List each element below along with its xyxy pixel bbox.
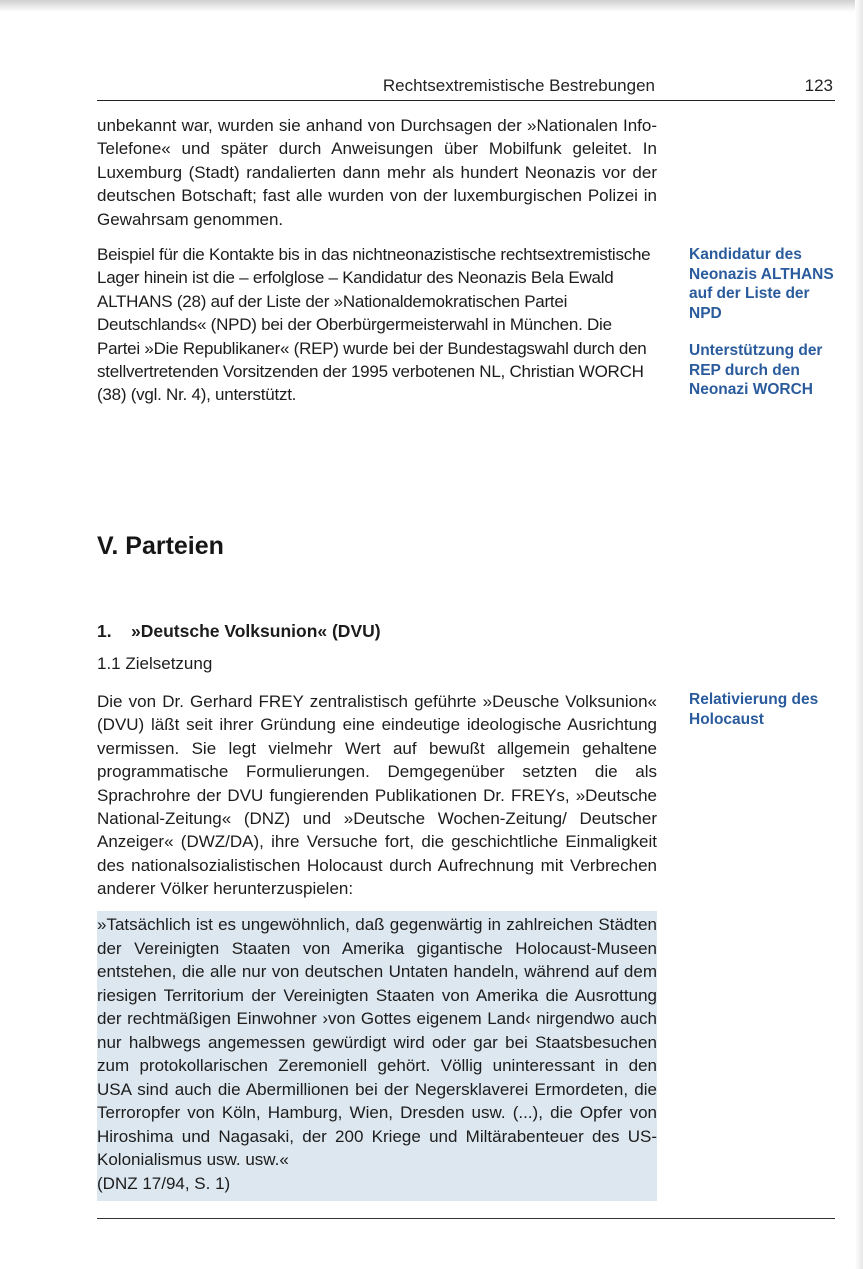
section-number: 1. bbox=[97, 621, 112, 641]
paragraph-luxemburg: unbekannt war, wurden sie anhand von Durchsagen der »Nationalen Info-Telefone« und später durch Anweisungen über Mobilfunk geleitet. In Luxemburg (Stadt) randalierten dann mehr als hundert Neonazis vor der deutschen Botschaft; fast alle wurden von der luxemburgischen Polizei in Gewahrsam genommen. bbox=[97, 116, 657, 229]
margin-note-althans bbox=[689, 245, 839, 323]
margin-note-holocaust bbox=[689, 690, 839, 729]
page-number: 123 bbox=[804, 76, 833, 95]
margin-note-althans-text: Kandidatur des Neonazis ALTHANS auf der Liste der NPD bbox=[689, 246, 834, 322]
footer-rule bbox=[97, 1218, 835, 1219]
section-title: »Deutsche Volksunion« (DVU) bbox=[131, 621, 381, 641]
quote-source: (DNZ 17/94, S. 1) bbox=[97, 1173, 231, 1193]
margin-note-worch bbox=[689, 341, 839, 400]
running-header-title: Rechtsextremistische Bestrebungen bbox=[382, 76, 655, 95]
paragraph-contacts: Beispiel für die Kontakte bis in das nichtneonazistische rechtsextremistische Lager hinein ist die – erfolglose – Kandidatur des Neonazis Bela Ewald ALTHANS (28) auf der Liste der »Nationaldemokratischen Partei Deutschlands« (NPD) bei der Oberbürgermeisterwahl in München. Die Partei »Die Republikaner« (REP) wurde bei der Bundestagswahl durch den stellvertretenden Vorsitzenden der 1995 verbotenen NL, Christian WORCH (38) (vgl. Nr. 4), unterstützt. bbox=[97, 245, 651, 405]
main-text-column bbox=[97, 114, 657, 407]
paragraph-dvu: Die von Dr. Gerhard FREY zentralistisch geführte »Deusche Volksunion« (DVU) läßt seit ihrer Gründung eine eindeutige ideologische Ausrichtung vermissen. Sie legt vielmehr Wert auf bewußt allgemein gehaltene programmatische Formulierungen. Demgegenüber setzten die als Sprachrohre der DVU fungierenden Publikationen Dr. FREYs, »Deutsche National-Zeitung« (DNZ) und »Deutsche Wochen-Zeitung/ Deutscher Anzeiger« (DWZ/DA), ihre Versuche fort, die geschichtliche Einmaligkeit des nationalsozialistischen Holocaust durch Aufrechnung mit Verbrechen anderer Völker herunterzuspielen: bbox=[97, 692, 657, 899]
running-header bbox=[97, 74, 835, 101]
quote-text: »Tatsächlich ist es ungewöhnlich, daß gegenwärtig in zahlreichen Städten der Vereinigten Staaten von Amerika gigantische Holocaust-Museen entstehen, die alle nur von deutschen Untaten handeln, während auf dem riesigen Territorium der Vereinigten Staaten von Amerika die Ausrottung der rechtmäßigen Einwohner ›von Gottes eigenem Land‹ nirgendwo auch nur halbwegs angemessen gewürdigt wird oder gar bei Staatsbesuchen zum protokollarischen Zeremoniell gehört. Völlig uninteressant in den USA sind auch die Abermillionen bei der Negersklaverei Ermordeten, die Terroropfer von Köln, Hamburg, Wien, Dresden usw. (...), die Opfer von Hiroshima und Nagasaki, der 200 Kriege und Miltärabenteuer des US-Kolonialismus usw. usw.« bbox=[97, 915, 657, 1169]
subsection-heading: 1.1 Zielsetzung bbox=[97, 654, 213, 673]
chapter-heading: V. Parteien bbox=[97, 532, 224, 560]
margin-note-holocaust-text: Relativierung des Holocaust bbox=[689, 691, 819, 728]
section-heading bbox=[97, 621, 381, 642]
block-quote bbox=[97, 913, 657, 1195]
margin-note-worch-text: Unterstützung der REP durch den Neonazi WORCH bbox=[689, 342, 823, 398]
